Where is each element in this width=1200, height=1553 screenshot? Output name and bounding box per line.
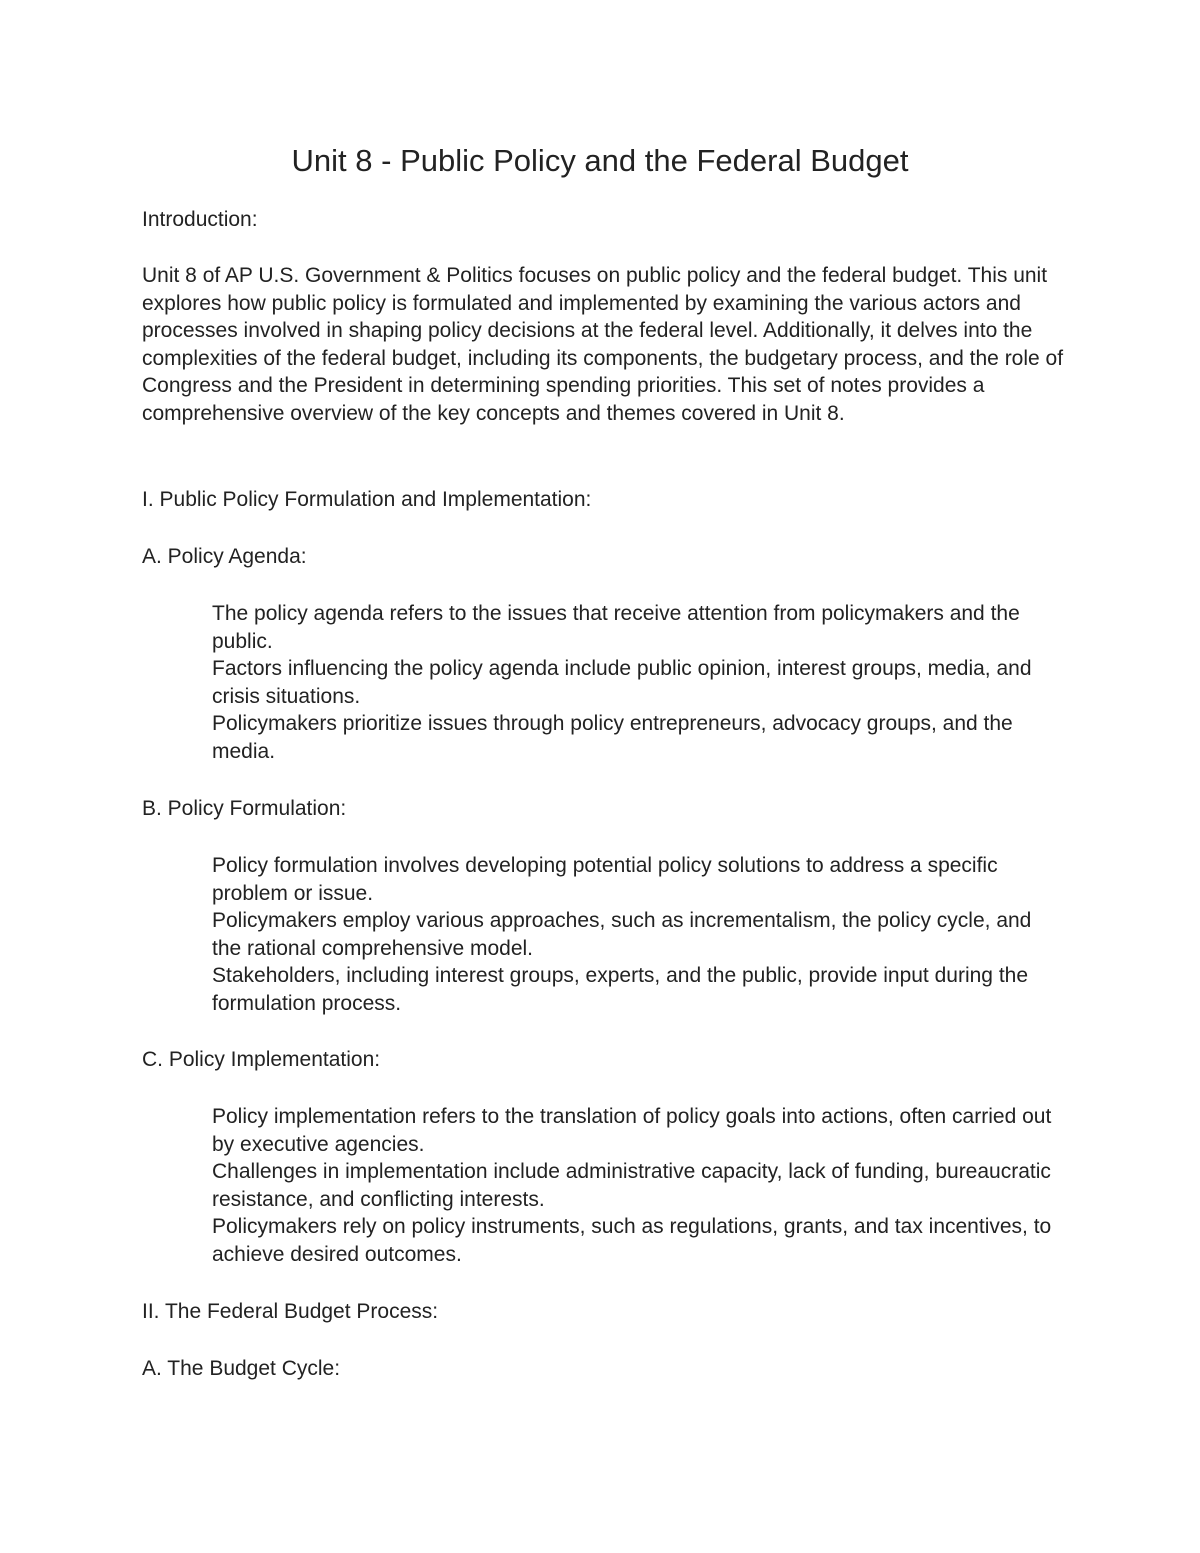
list-item: Policymakers rely on policy instruments, such as regulations, grants, and tax incentives, to achieve desired outcomes. — [212, 1215, 1052, 1266]
policy-implementation-list — [212, 1103, 1062, 1269]
section-2-heading: II. The Federal Budget Process: — [142, 1300, 439, 1323]
budget-cycle-heading: A. The Budget Cycle: — [142, 1357, 341, 1380]
list-item: Policy formulation involves developing potential policy solutions to address a specific problem or issue. — [212, 854, 998, 905]
list-item: Policymakers prioritize issues through policy entrepreneurs, advocacy groups, and the media. — [212, 712, 1013, 763]
subsection-c-heading: C. Policy Implementation: — [142, 1048, 381, 1071]
subsection-a-heading: A. Policy Agenda: — [142, 545, 307, 568]
intro-paragraph: Unit 8 of AP U.S. Government & Politics focuses on public policy and the federal budget. This unit explores how public policy is formulated and implemented by examining the various actors and processes involved in shaping policy decisions at the federal level. Additionally, it delves into the complexities of the federal budget, including its components, the budgetary process, and the role of Congress and the President in determining spending priorities. This set of notes provides a comprehensive overview of the key concepts and themes covered in Unit 8. — [142, 264, 1064, 425]
document-title: Unit 8 - Public Policy and the Federal Budget — [291, 143, 909, 178]
list-item: Stakeholders, including interest groups, experts, and the public, provide input during the formulation process. — [212, 964, 1029, 1015]
policy-agenda-list — [212, 600, 1062, 766]
list-item: Challenges in implementation include administrative capacity, lack of funding, bureaucratic resistance, and conflicting interests. — [212, 1160, 1051, 1211]
subsection-b-heading: B. Policy Formulation: — [142, 797, 347, 820]
intro-heading: Introduction: — [142, 208, 258, 231]
list-item: Policymakers employ various approaches, such as incrementalism, the policy cycle, and the rational comprehensive model. — [212, 909, 1032, 960]
list-item: The policy agenda refers to the issues that receive attention from policymakers and the public. — [212, 602, 1020, 653]
list-item: Policy implementation refers to the translation of policy goals into actions, often carried out by executive agencies. — [212, 1105, 1052, 1156]
section-1-heading: I. Public Policy Formulation and Implementation: — [142, 488, 592, 511]
policy-formulation-list — [212, 852, 1062, 1018]
list-item: Factors influencing the policy agenda include public opinion, interest groups, media, and crisis situations. — [212, 657, 1032, 708]
